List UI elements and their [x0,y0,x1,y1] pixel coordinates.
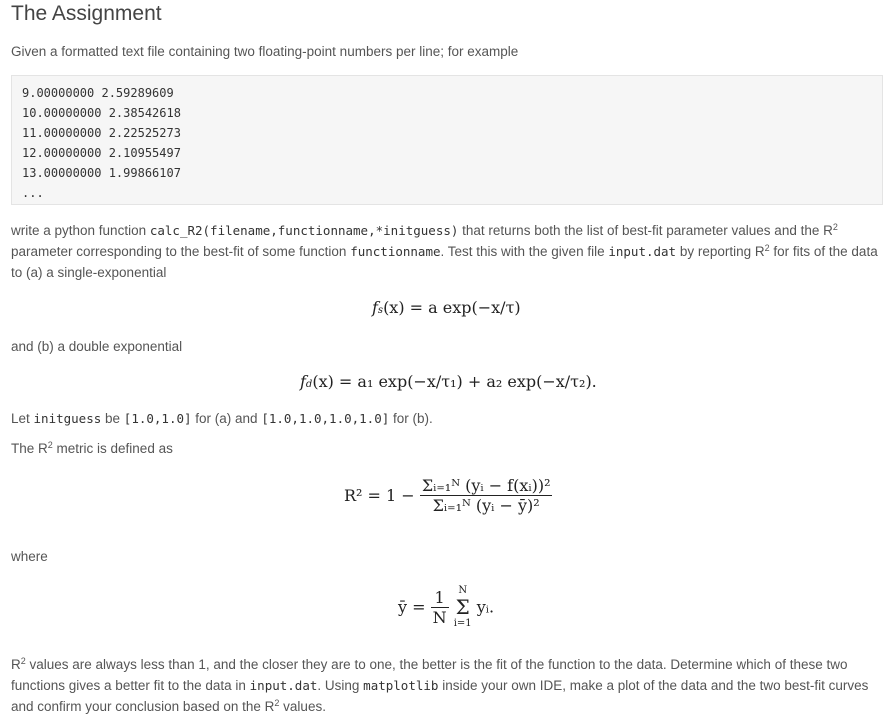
function-description: write a python function calc_R2(filename,functionname,*initguess) that returns both the list of best-fit parameter values and the $R^2$ parameter corresponding to the best-fit of some function functionname. Test this with the given file input.dat by reporting $R^2$ for fits of the data to (a) a single-exponential [11,222,878,280]
sample-data-block [11,75,883,205]
initguess-b-code: [1.0,1.0,1.0,1.0] [261,411,390,426]
sample-line: ... [22,186,44,200]
mean-equation: ȳ = $\frac{1}{N}$ N Σ i=1 yᵢ. [398,585,495,629]
sample-line: 12.00000000 2.10955497 [22,146,181,160]
single-exponential-equation: fs(x) = a exp(−x/τ) [372,298,521,317]
sample-line: 13.00000000 1.99866107 [22,166,181,180]
r2-definition-text: The $R^2$ metric is defined as [11,440,173,456]
intro-text: Given a formatted text file containing two floating-point numbers per line; for example [11,44,519,59]
input-file-code: input.dat [249,678,318,693]
initguess-code: initguess [33,411,102,426]
sample-line: 11.00000000 2.22525273 [22,126,181,140]
function-signature-code: calc_R2(filename,functionname,*initguess) [149,223,459,238]
where-text: where [11,549,48,564]
r2-equation: R² = 1 − $\frac{\text{Σᵢ₌₁ᴺ (yᵢ − f(xᵢ))²}}{\text{Σᵢ₌₁ᴺ (yᵢ − ȳ)²}}$ [344,476,551,515]
initguess-text: Let initguess be [1.0,1.0] for (a) and [1.0,1.0,1.0,1.0] for (b). [11,411,433,426]
double-exponential-equation: fd(x) = a₁ exp(−x/τ₁) + a₂ exp(−x/τ₂). [300,372,597,391]
functionname-code: functionname [350,244,441,259]
sample-line: 10.00000000 2.38542618 [22,106,181,120]
r2-denominator: Σᵢ₌₁ᴺ (yᵢ − ȳ)² [420,495,553,515]
double-exponential-intro: and (b) a double exponential [11,339,183,354]
r2-numerator: Σᵢ₌₁ᴺ (yᵢ − f(xᵢ))² [421,476,551,495]
input-file-code: input.dat [608,244,677,259]
matplotlib-code: matplotlib [363,678,439,693]
conclusion-text: $R^2$ values are always less than 1, and the closer they are to one, the better is the fit of the function to the data. Determine which of these two functions gives a better fit to the data in input.dat. Using matplotlib inside your own IDE, make a plot of the data and the two best-fit curves and confirm your conclusion based on the $R^2$ values. [11,656,869,714]
initguess-a-code: [1.0,1.0] [123,411,192,426]
sample-line: 9.00000000 2.59289609 [22,86,174,100]
page-title: The Assignment [11,2,162,25]
